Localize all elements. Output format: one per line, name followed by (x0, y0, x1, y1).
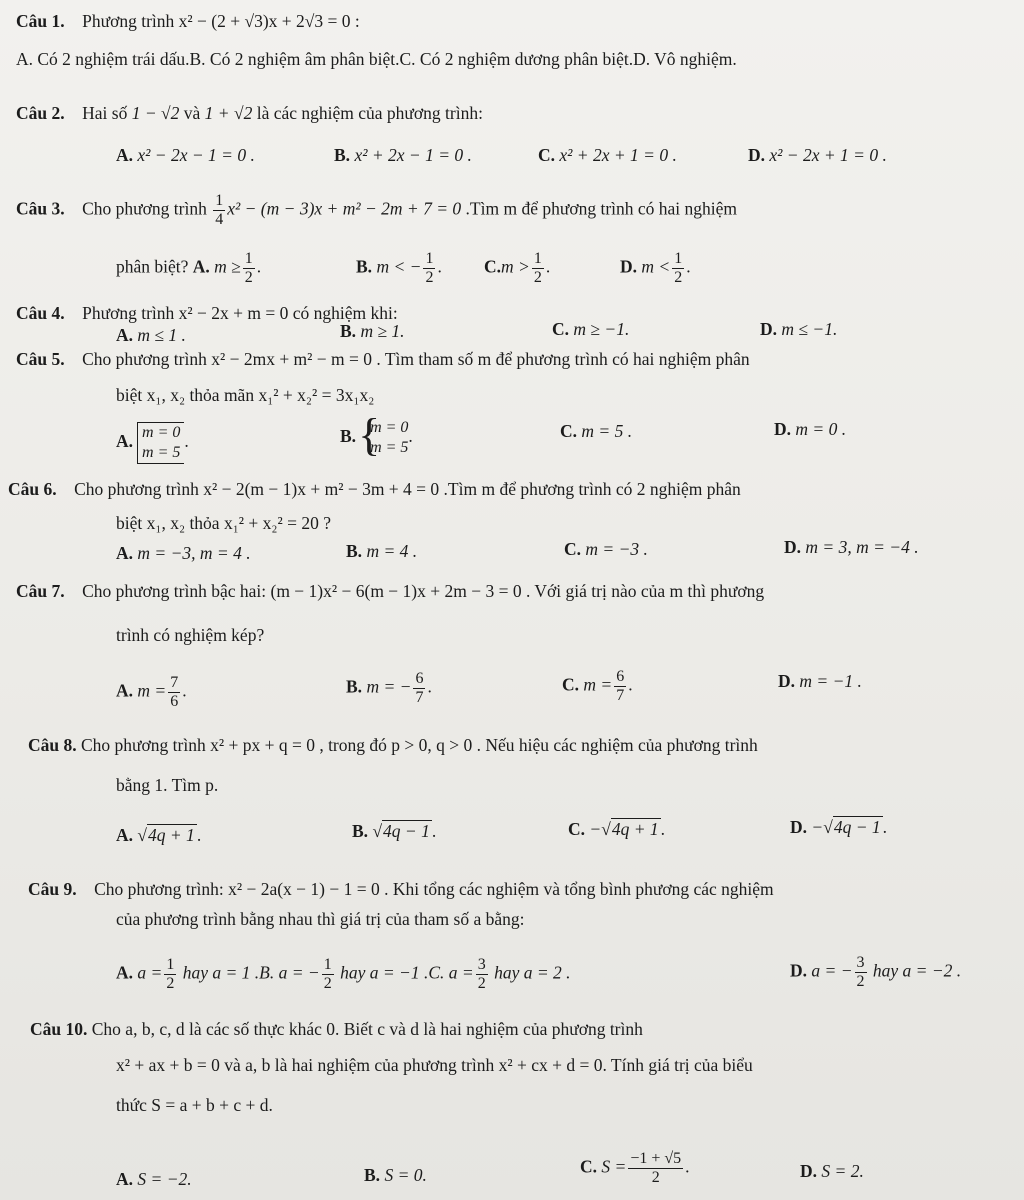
q7-d-letter: D. (778, 671, 796, 691)
q5-option-c (560, 418, 632, 444)
q10-line3: thức S = a + b + c + d. (116, 1095, 273, 1115)
q5-option-d (774, 416, 846, 442)
q4-b-value: m ≥ 1. (360, 321, 405, 341)
q6-stem-line (8, 476, 741, 502)
q2-and: và (183, 103, 201, 123)
q1-options: A. Có 2 nghiệm trái dấu.B. Có 2 nghiệm âm phân biệt.C. Có 2 nghiệm dương phân biệt.D. Vô nghiệm. (16, 49, 737, 69)
q5-c-letter: C. (560, 421, 578, 441)
q9-d-letter: D. (790, 960, 808, 981)
q7-a-letter: A. (116, 680, 134, 701)
q8-label: Câu 8. (28, 735, 77, 755)
q9-option-d (790, 954, 961, 991)
q3-stem-pre: Cho phương trình (82, 198, 207, 219)
q10-c-fraction (628, 1150, 683, 1187)
q9-c-prefix: a = (448, 962, 474, 983)
q2-a-value: x² − 2x − 1 = 0 . (137, 145, 255, 165)
q10-line2: x² + ax + b = 0 và a, b là hai nghiệm của phương trình x² + cx + d = 0. Tính giá trị của biểu (116, 1055, 753, 1075)
q7-b-num: 6 (415, 670, 424, 687)
q8-option-d: D. −√4q − 1 . (790, 817, 887, 837)
q6-a-value: m = −3, m = 4 . (137, 543, 251, 563)
q4-option-d (760, 316, 837, 342)
q6-c-letter: C. (564, 539, 582, 559)
q4-option-a (116, 322, 186, 348)
q2-option-a (116, 142, 255, 168)
q6-label: Câu 6. (8, 479, 57, 499)
q5-a-bottom: m = 5 (142, 444, 181, 461)
q9-b-fraction (322, 956, 334, 993)
q8-a-value: 4q + 1 (148, 825, 195, 845)
q3-d-value: m < (641, 256, 671, 277)
q7-c-den: 7 (616, 687, 625, 704)
q3-equation: x² − (m − 3)x + m² − 2m + 7 = 0 (227, 198, 462, 219)
q3-a-fraction (243, 250, 255, 287)
q5-d-value: m = 0 . (795, 419, 847, 439)
q2-label: Câu 2. (16, 103, 65, 123)
q9-options-abc (116, 956, 571, 993)
q2-c-letter: C. (538, 145, 556, 165)
q3-a-den: 2 (244, 269, 253, 286)
q9-a-suffix: hay a = 1 .B. (182, 962, 275, 983)
q9-c-suffix: hay a = 2 . (494, 962, 571, 983)
q7-stem: Cho phương trình bậc hai: (m − 1)x² − 6(m − 1)x + 2m − 3 = 0 . Với giá trị nào của m thì phương (82, 581, 765, 601)
q4-a-letter: A. (116, 325, 134, 345)
q7-label: Câu 7. (16, 581, 65, 601)
q4-b-letter: B. (340, 321, 357, 341)
q5-b-bottom: m = 5 (370, 439, 409, 456)
q8-stem: Cho phương trình x² + px + q = 0 , trong đó p > 0, q > 0 . Nếu hiệu các nghiệm của phương trình (81, 735, 758, 755)
q5-a-letter: A. (116, 431, 134, 452)
q3-b-letter: B. (356, 256, 373, 277)
q3-line2: phân biệt? A. m ≥ $\frac{1}{2}$ . (116, 250, 262, 286)
q3-c-letter: C. (484, 256, 502, 277)
q9-a-num: 1 (166, 956, 175, 973)
q2-number-2: 1 + √2 (204, 103, 253, 123)
q3-c-num: 1 (533, 250, 542, 267)
q6-option-d (784, 534, 919, 560)
q3-label: Câu 3. (16, 198, 65, 219)
q2-option-c (538, 142, 677, 168)
q9-d-suffix: hay a = −2 . (872, 960, 962, 981)
q10-b-letter: B. (364, 1165, 381, 1185)
q1-stem: Phương trình x² − (2 + √3)x + 2√3 = 0 : (82, 11, 360, 31)
q7-b-fraction (413, 670, 425, 707)
q7-option-c: C. m = $\frac{6}{7}$ . (562, 668, 633, 704)
q7-c-letter: C. (562, 674, 580, 695)
q10-stem: Cho a, b, c, d là các số thực khác 0. Biết c và d là hai nghiệm của phương trình (91, 1019, 643, 1039)
q3-option-c: C.m > $\frac{1}{2}$ . (484, 250, 551, 286)
q5-a-top: m = 0 (142, 424, 181, 441)
q6-option-a (116, 540, 251, 566)
q5-b-letter: B. (340, 426, 357, 447)
q10-c-num: −1 + √5 (630, 1150, 682, 1167)
q5-stem: Cho phương trình x² − 2mx + m² − m = 0 . Tìm tham số m để phương trình có hai nghiệm phân (82, 349, 750, 369)
q10-c-den: 2 (651, 1169, 660, 1186)
q6-stem: Cho phương trình x² − 2(m − 1)x + m² − 3m + 4 = 0 .Tìm m để phương trình có 2 nghiệm phân (74, 479, 741, 499)
q2-c-value: x² + 2x + 1 = 0 . (559, 145, 677, 165)
q5-label: Câu 5. (16, 349, 65, 369)
q3-frac-num: 1 (215, 192, 224, 209)
q2-option-d (748, 142, 887, 168)
q4-option-b (340, 318, 405, 344)
q7-c-fraction (614, 668, 626, 705)
q4-c-value: m ≥ −1. (573, 319, 630, 339)
q10-b-value: S = 0. (384, 1165, 427, 1185)
q3-c-value: m > (501, 256, 530, 277)
q7-a-prefix: m = (137, 680, 167, 701)
q9-line2: của phương trình bằng nhau thì giá trị của tham số a bằng: (116, 909, 525, 929)
q9-d-fraction (855, 954, 867, 991)
q9-stem: Cho phương trình: x² − 2a(x − 1) − 1 = 0 . Khi tổng các nghiệm và tổng bình phương các nghiệm (94, 879, 774, 899)
q2-a-letter: A. (116, 145, 134, 165)
q10-a-value: S = −2. (137, 1169, 192, 1189)
q9-a-den: 2 (166, 975, 175, 992)
q8-option-b: B. √4q − 1 . (352, 821, 437, 841)
q10-c-letter: C. (580, 1156, 598, 1177)
q10-label: Câu 10. (30, 1019, 88, 1039)
q3-b-den: 2 (425, 269, 434, 286)
q9-b-prefix: a = − (278, 962, 320, 983)
q3-a-num: 1 (244, 250, 253, 267)
q3-a-letter: A. (192, 256, 210, 277)
q4-d-value: m ≤ −1. (781, 319, 838, 339)
q9-a-letter: A. (116, 962, 134, 983)
q3-c-fraction (532, 250, 544, 287)
q9-c-den: 2 (477, 975, 486, 992)
q10-c-prefix: S = (601, 1156, 627, 1177)
q3-option-d: D. m < $\frac{1}{2}$ . (620, 250, 691, 286)
q7-b-prefix: m = − (366, 676, 412, 697)
q2-stem-post: là các nghiệm của phương trình: (256, 103, 483, 123)
q8-b-value: 4q − 1 (383, 821, 430, 841)
q8-stem-line (28, 732, 758, 758)
q8-b-letter: B. (352, 821, 369, 841)
q5-line2: biệt x₁, x₂ thỏa mãn x₁² + x₂² = 3x₁x₂ (116, 385, 375, 405)
q8-d-value: 4q − 1 (833, 817, 881, 837)
q8-a-letter: A. (116, 825, 134, 845)
q3-d-fraction (672, 250, 684, 287)
q4-stem: Phương trình x² − 2x + m = 0 có nghiệm khi: (82, 303, 398, 323)
q8-c-letter: C. (568, 819, 586, 839)
q3-frac-den: 4 (215, 211, 224, 228)
q8-line2: bằng 1. Tìm p. (116, 775, 219, 795)
q7-stem-line (16, 578, 764, 604)
q10-option-b (364, 1162, 427, 1188)
q4-d-letter: D. (760, 319, 778, 339)
q10-stem-line (30, 1016, 643, 1042)
q2-d-value: x² − 2x + 1 = 0 . (769, 145, 887, 165)
q9-d-prefix: a = − (811, 960, 853, 981)
q3-d-den: 2 (674, 269, 683, 286)
q3-c-den: 2 (533, 269, 542, 286)
q10-d-value: S = 2. (821, 1161, 864, 1181)
q7-d-value: m = −1 . (799, 671, 862, 691)
q2-d-letter: D. (748, 145, 766, 165)
q10-option-a (116, 1166, 192, 1192)
q9-stem-line (28, 876, 774, 902)
q7-c-num: 6 (616, 668, 625, 685)
q2-number-1: 1 − √2 (131, 103, 180, 123)
q8-d-letter: D. (790, 817, 808, 837)
q6-option-b (346, 538, 417, 564)
q7-a-num: 7 (170, 674, 179, 691)
q1-label: Câu 1. (16, 11, 65, 31)
q7-option-a: A. m = $\frac{7}{6}$ . (116, 674, 187, 710)
q9-b-num: 1 (323, 956, 332, 973)
q6-d-letter: D. (784, 537, 802, 557)
q3-d-num: 1 (674, 250, 683, 267)
q6-b-letter: B. (346, 541, 363, 561)
q10-d-letter: D. (800, 1161, 818, 1181)
q4-option-c (552, 316, 629, 342)
q3-option-b: B. m < − $\frac{1}{2}$ . (356, 250, 442, 286)
q5-b-system (360, 418, 408, 458)
q6-line2: biệt x₁, x₂ thỏa x₁² + x₂² = 20 ? (116, 513, 332, 533)
q7-a-den: 6 (170, 693, 179, 710)
q6-option-c (564, 536, 648, 562)
q7-c-prefix: m = (583, 674, 613, 695)
q2-b-value: x² + 2x − 1 = 0 . (354, 145, 472, 165)
q9-d-den: 2 (856, 973, 865, 990)
q6-c-value: m = −3 . (585, 539, 648, 559)
q10-option-c: C. S = $\frac{-1 + √5}{2}$ . (580, 1150, 690, 1186)
q6-b-value: m = 4 . (366, 541, 418, 561)
q3-b-num: 1 (425, 250, 434, 267)
q7-a-fraction (168, 674, 180, 711)
q9-b-den: 2 (323, 975, 332, 992)
q5-stem-line (16, 346, 750, 372)
q9-d-num: 3 (856, 954, 865, 971)
q3-b-fraction (423, 250, 435, 287)
q5-option-a: A. m = 0 m = 5 . (116, 422, 189, 464)
q3-stem-post: .Tìm m để phương trình có hai nghiệm (465, 198, 738, 219)
q10-a-letter: A. (116, 1169, 134, 1189)
q3-a-value: m ≥ (214, 256, 241, 277)
q7-b-letter: B. (346, 676, 363, 697)
q9-b-suffix: hay a = −1 .C. (340, 962, 445, 983)
q3-stem-line (16, 192, 737, 229)
q7-option-d (778, 668, 862, 694)
q3-d-letter: D. (620, 256, 638, 277)
q2-stem-line (16, 100, 483, 126)
q5-b-top: { m = 0 (370, 419, 409, 436)
q3-b-value: m < − (376, 256, 422, 277)
q2-b-letter: B. (334, 145, 351, 165)
q4-a-value: m ≤ 1 . (137, 325, 186, 345)
q7-b-den: 7 (415, 689, 424, 706)
q4-label: Câu 4. (16, 303, 65, 323)
q8-option-c: C. −√4q + 1 . (568, 819, 665, 839)
q2-stem-pre: Hai số (82, 103, 128, 123)
q8-c-value: 4q + 1 (611, 819, 659, 839)
q1-stem-line (16, 8, 360, 34)
q5-a-system (137, 422, 184, 464)
q9-c-num: 3 (477, 956, 486, 973)
q6-a-letter: A. (116, 543, 134, 563)
q5-d-letter: D. (774, 419, 792, 439)
q9-c-fraction (476, 956, 488, 993)
q5-option-b: B. { m = 0 m = 5 . (340, 418, 413, 458)
q9-label: Câu 9. (28, 879, 77, 899)
q9-a-prefix: a = (137, 962, 163, 983)
q7-option-b: B. m = − $\frac{6}{7}$ . (346, 670, 432, 706)
q6-d-value: m = 3, m = −4 . (805, 537, 919, 557)
q9-a-fraction (164, 956, 176, 993)
q7-line2: trình có nghiệm kép? (116, 625, 265, 645)
q3-line2-text: phân biệt? (116, 256, 189, 277)
q10-option-d (800, 1158, 864, 1184)
q4-c-letter: C. (552, 319, 570, 339)
q5-c-value: m = 5 . (581, 421, 633, 441)
q8-option-a: A. √4q + 1 . (116, 825, 202, 845)
q3-fraction (213, 192, 225, 229)
q2-option-b (334, 142, 472, 168)
